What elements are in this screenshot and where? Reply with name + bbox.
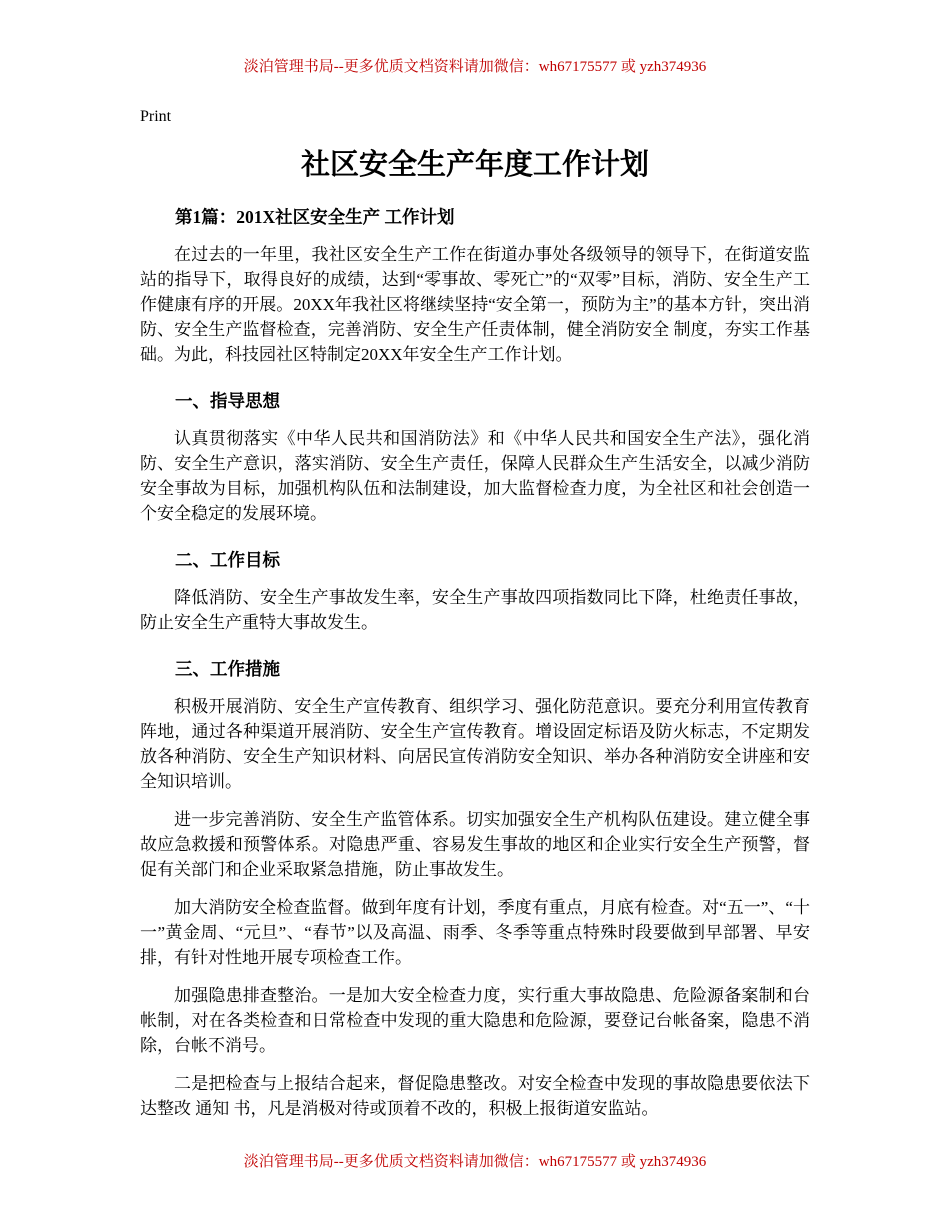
section-heading-guiding-ideology: 一、指导思想: [175, 391, 280, 411]
document-title: 社区安全生产年度工作计划: [300, 149, 649, 181]
paragraph-measure-hidden-danger: 加强隐患排查整治。一是加大安全检查力度，实行重大事故隐患、危险源备案制和台帐制，对在各类检查和日常检查中发现的重大隐患和危险源，要登记台帐备案，隐患不消除，台帐不消号。: [140, 986, 810, 1055]
paragraph-measure-publicity: 积极开展消防、安全生产宣传教育、组织学习、强化防范意识。要充分利用宣传教育阵地，通过各种渠道开展消防、安全生产宣传教育。增设固定标语及防火标志，不定期发放各种消防、安全生产知识材料、向居民宣传消防安全知识、举办各种消防安全讲座和安全知识培训。: [140, 697, 810, 791]
paragraph-work-goals: 降低消防、安全生产事故发生率，安全生产事故四项指数同比下降，杜绝责任事故，防止安全生产重特大事故发生。: [140, 588, 810, 632]
section-heading-work-goals: 二、工作目标: [175, 550, 280, 570]
section-heading-work-measures: 三、工作措施: [175, 659, 280, 679]
print-link[interactable]: Print: [140, 108, 172, 125]
paragraph-measure-supervision-system: 进一步完善消防、安全生产监管体系。切实加强安全生产机构队伍建设。建立健全事故应急救援和预警体系。对隐患严重、容易发生事故的地区和企业实行安全生产预警，督促有关部门和企业采取紧急措施，防止事故发生。: [140, 810, 810, 879]
paragraph-intro: 在过去的一年里，我社区安全生产工作在街道办事处各级领导的领导下，在街道安监站的指导下，取得良好的成绩，达到“零事故、零死亡”的“双零”目标，消防、安全生产工作健康有序的开展。20XX年我社区将继续坚持“安全第一，预防为主”的基本方针，突出消防、安全生产监督检查，完善消防、安全生产任责体制，健全消防安全 制度，夯实工作基础。为此，科技园社区特制定20XX年安全生产工作计划。: [140, 245, 810, 364]
footer-note: 淡泊管理书局--更多优质文档资料请加微信：wh67175577 或 yzh374936: [243, 1154, 707, 1170]
paragraph-measure-reporting: 二是把检查与上报结合起来，督促隐患整改。对安全检查中发现的事故隐患要依法下达整改 通知 书，凡是消极对待或顶着不改的，积极上报街道安监站。: [140, 1074, 810, 1118]
paragraph-measure-inspection: 加大消防安全检查监督。做到年度有计划，季度有重点，月底有检查。对“五一”、“十一”黄金周、“元旦”、“春节”以及高温、雨季、冬季等重点特殊时段要做到早部署、早安排，有针对性地开展专项检查工作。: [140, 898, 810, 967]
paragraph-guiding-ideology: 认真贯彻落实《中华人民共和国消防法》和《中华人民共和国安全生产法》，强化消防、安全生产意识，落实消防、安全生产责任，保障人民群众生产生活安全，以减少消防安全事故为目标，加强机构队伍和法制建设，加大监督检查力度，为全社区和社会创造一个安全稳定的发展环境。: [140, 429, 810, 523]
section-heading-part1: 第1篇：201X社区安全生产 工作计划: [175, 207, 455, 227]
header-note: 淡泊管理书局--更多优质文档资料请加微信：wh67175577 或 yzh374936: [243, 59, 707, 75]
